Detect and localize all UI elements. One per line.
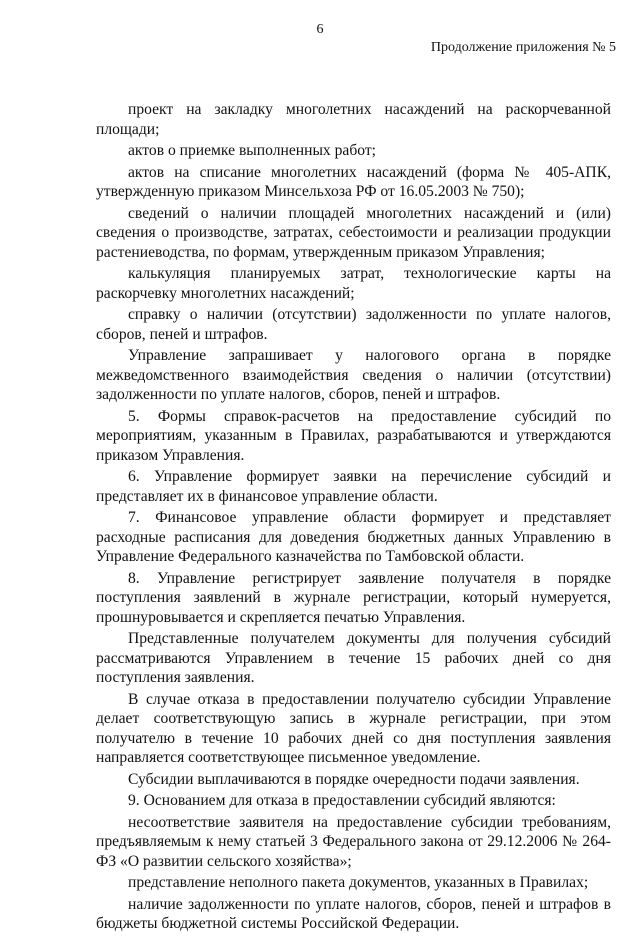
paragraph-5: калькуляция планируемых затрат, технологические карты на раскорчевку многолетних насаждений; — [96, 265, 611, 302]
paragraph-9: 6. Управление формирует заявки на перечисление субсидий и представляет их в финансовое управление области. — [96, 468, 611, 505]
paragraph-8: 5. Формы справок-расчетов на предоставление субсидий по мероприятиям, указанным в Правилах, разрабатываются и утверждаются приказом Управления. — [96, 407, 611, 464]
paragraph-1: проект на закладку многолетних насаждений на раскорчеванной площади; — [96, 101, 611, 138]
paragraph-10: 7. Финансовое управление области формирует и представляет расходные расписания для доведения бюджетных данных Управлению в Управление Федерального казначейства по Тамбовской области. — [96, 509, 611, 565]
paragraph-15: 9. Основанием для отказа в предоставлении субсидий являются: — [128, 792, 556, 809]
document-body — [96, 100, 611, 936]
paragraph-4: сведений о наличии площадей многолетних насаждений и (или) сведения о производстве, затратах, себестоимости и реализации продукции растениеводства, по формам, утвержденным приказом Управления; — [96, 204, 611, 261]
paragraph-13: В случае отказа в предоставлении получателю субсидии Управление делает соответствующую запись в журнале регистрации, при этом получателю в течение 10 рабочих дней со дня поступления заявления направляется соответствующее письменное уведомление. — [96, 690, 611, 766]
paragraph-2: актов о приемке выполненных работ; — [128, 142, 377, 159]
paragraph-11: 8. Управление регистрирует заявление получателя в порядке поступления заявлений в журнале регистрации, который нумеруется, прошнуровывается и скрепляется печатью Управления. — [96, 569, 611, 626]
paragraph-18: наличие задолженности по уплате налогов, сборов, пеней и штрафов в бюджеты бюджетной системы Российской Федерации. — [96, 895, 611, 932]
page-number: 6 — [316, 22, 324, 37]
paragraph-7: Управление запрашивает у налогового органа в порядке межведомственного взаимодействия сведения о наличии (отсутствии) задолженности по уплате налогов, сборов, пеней и штрафов. — [96, 347, 611, 403]
continuation-heading: Продолжение приложения № 5 — [430, 40, 616, 55]
paragraph-14: Субсидии выплачиваются в порядке очередности подачи заявления. — [128, 770, 580, 788]
paragraph-12: Представленные получателем документы для получения субсидий рассматриваются Управлением в течение 15 рабочих дней со дня поступления заявления. — [96, 630, 611, 686]
paragraph-17: представление неполного пакета документов, указанных в Правилах; — [128, 874, 589, 891]
paragraph-3: актов на списание многолетних насаждений (форма № 405-АПК, утвержденную приказом Минсельхоза РФ от 16.05.2003 № 750); — [96, 163, 611, 200]
paragraph-16: несоответствие заявителя на предоставление субсидии требованиям, предъявляемым к нему статьей 3 Федерального закона от 29.12.2006 № 264-ФЗ «О развитии сельского хозяйства»; — [96, 813, 611, 870]
paragraph-6: справку о наличии (отсутствии) задолженности по уплате налогов, сборов, пеней и штрафов. — [96, 306, 611, 343]
